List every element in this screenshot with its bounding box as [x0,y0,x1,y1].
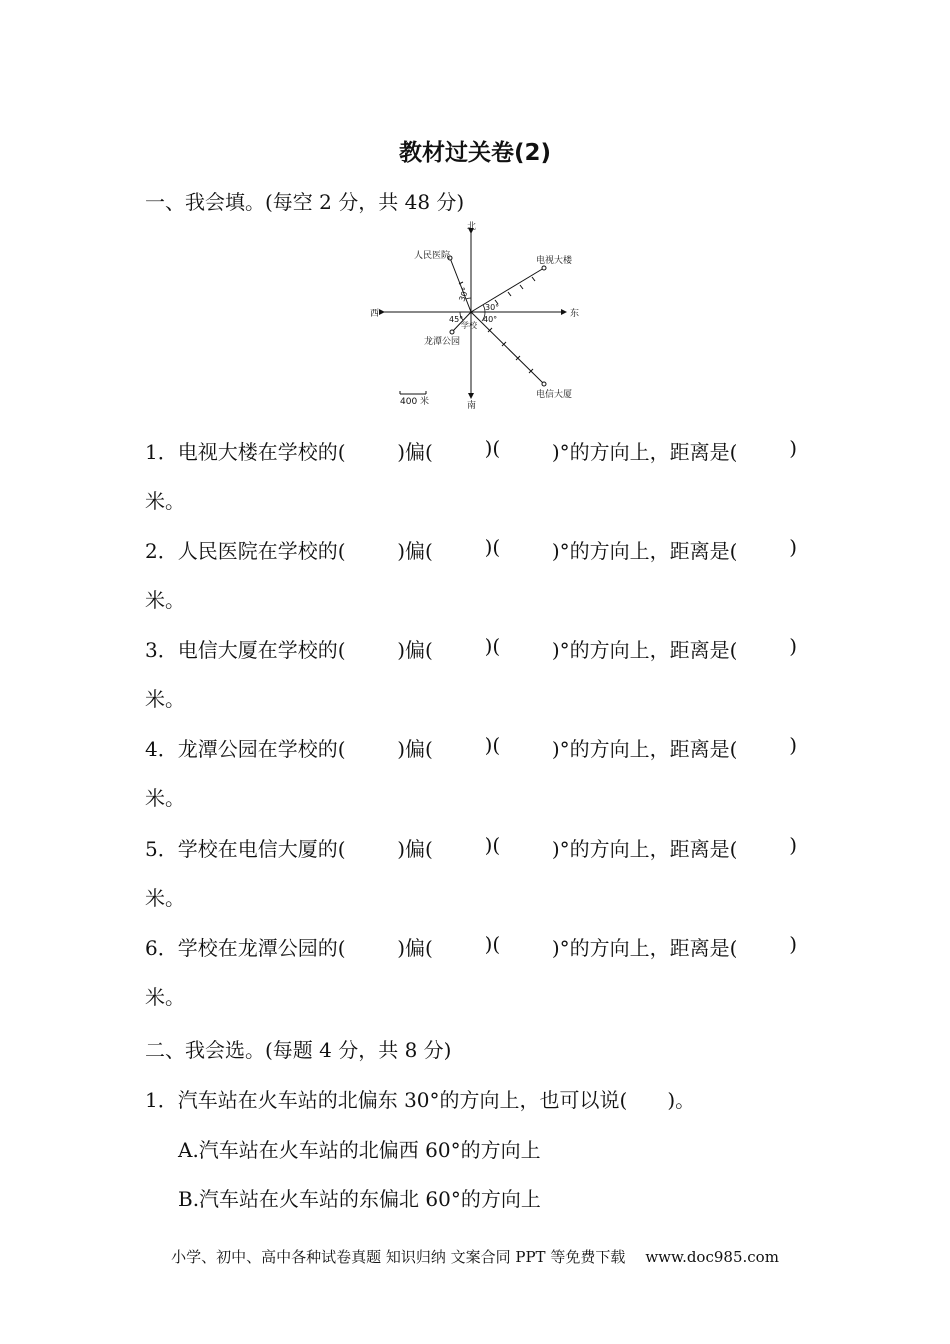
question-unit: 米。 [145,687,185,711]
direction-diagram [360,218,600,410]
question-blank-side: )( [484,634,501,658]
question-5 [145,833,797,911]
question-blank-direction: )偏( [397,539,433,563]
question-lead [145,535,346,564]
question-blank-side: )( [484,833,501,857]
question-subject: 电信大厦在学校的( [177,638,346,662]
question-number: 2． [145,539,178,563]
section2-question-1: 1．汽车站在火车站的北偏东 30°的方向上，也可以说( )。 [145,1088,696,1112]
label-north: 北 [467,222,477,232]
label-south: 南 [467,401,477,410]
option-a: A.汽车站在火车站的北偏西 60°的方向上 [178,1138,541,1162]
label-angle-telecom: 40° [483,315,498,324]
question-blank-distance: ) [789,436,797,460]
section2-heading: 二、我会选。(每题 4 分，共 8 分) [145,1038,452,1062]
ray-tv [471,268,544,312]
question-blank-angle: )°的方向上，距离是( [551,737,738,761]
question-unit: 米。 [145,985,185,1009]
footer-text: 小学、初中、高中各种试卷真题 知识归纳 文案合同 PPT 等免费下载 [171,1248,626,1266]
question-subject: 学校在电信大厦的( [177,837,346,861]
question-lead [145,932,346,961]
question-line [145,634,797,663]
label-angle-hospital: 30° [457,286,471,303]
question-blank-direction: )偏( [397,737,433,761]
question-blank-angle: )°的方向上，距离是( [551,539,738,563]
question-blank-distance: ) [789,733,797,757]
question-subject: 人民医院在学校的( [177,539,346,563]
question-unit: 米。 [145,886,185,910]
question-blank-side: )( [484,932,501,956]
question-number: 1． [145,440,178,464]
option-b: B.汽车站在火车站的东偏北 60°的方向上 [178,1187,541,1211]
question-blank-side: )( [484,733,501,757]
question-1 [145,436,797,514]
question-blank-angle: )°的方向上，距离是( [551,936,738,960]
question-subject: 龙潭公园在学校的( [177,737,346,761]
point-park [450,330,454,334]
question-lead [145,634,346,663]
footer [0,1246,950,1267]
question-subject: 电视大楼在学校的( [177,440,346,464]
label-east: 东 [570,309,580,319]
question-number: 5． [145,837,178,861]
question-blank-direction: )偏( [397,837,433,861]
question-blank-distance: ) [789,634,797,658]
question-6 [145,932,797,1010]
question-line [145,833,797,862]
question-blank-angle: )°的方向上，距离是( [551,837,738,861]
question-blank-angle: )°的方向上，距离是( [551,440,738,464]
question-line [145,436,797,465]
question-number: 3． [145,638,178,662]
question-number: 6． [145,936,178,960]
question-blank-distance: ) [789,535,797,559]
question-blank-direction: )偏( [397,936,433,960]
footer-site[interactable]: www.doc985.com [645,1248,779,1266]
question-lead [145,833,346,862]
label-telecom: 电信大厦 [536,390,573,400]
question-blank-side: )( [484,535,501,559]
question-blank-direction: )偏( [397,638,433,662]
question-unit: 米。 [145,489,185,513]
point-tv [542,266,546,270]
question-lead [145,733,346,762]
question-blank-direction: )偏( [397,440,433,464]
question-2 [145,535,797,613]
question-lead [145,436,346,465]
page-title: 教材过关卷(2) [398,140,552,166]
question-4 [145,733,797,811]
label-angle-tv: 30° [485,303,500,312]
label-park: 龙潭公园 [424,337,461,347]
question-subject: 学校在龙潭公园的( [177,936,346,960]
question-line [145,932,797,961]
label-hospital: 人民医院 [414,251,451,261]
question-3 [145,634,797,712]
ray-telecom [471,312,544,384]
question-number: 4． [145,737,178,761]
question-unit: 米。 [145,786,185,810]
label-tv: 电视大楼 [536,256,573,266]
label-school: 学校 [461,321,477,330]
point-telecom [542,382,546,386]
label-angle-park: 45° [449,315,464,324]
label-scale: 400 米 [400,397,430,407]
question-unit: 米。 [145,588,185,612]
question-line [145,733,797,762]
question-blank-angle: )°的方向上，距离是( [551,638,738,662]
question-blank-distance: ) [789,833,797,857]
question-blank-side: )( [484,436,501,460]
ray-hospital [450,258,471,312]
section1-heading: 一、我会填。(每空 2 分，共 48 分) [145,190,465,214]
label-west: 西 [370,309,380,319]
question-line [145,535,797,564]
question-blank-distance: ) [789,932,797,956]
